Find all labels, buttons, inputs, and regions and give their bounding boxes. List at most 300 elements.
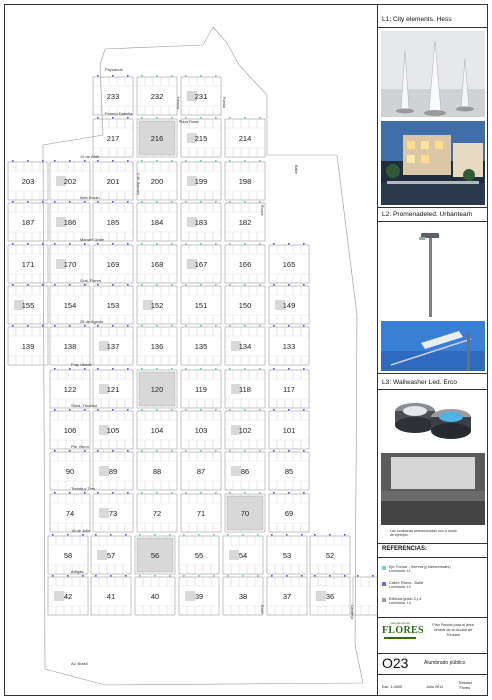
block-number: 233	[106, 92, 120, 101]
light-marker	[141, 368, 143, 370]
light-marker	[215, 492, 217, 494]
light-marker	[156, 201, 158, 203]
light-marker	[244, 450, 246, 452]
street-label: Stma. Trinidad	[71, 403, 97, 408]
light-marker	[112, 492, 114, 494]
light-marker	[112, 409, 114, 411]
light-marker	[229, 284, 231, 286]
block-number: 85	[284, 467, 294, 476]
light-marker	[84, 492, 86, 494]
light-marker	[213, 534, 215, 536]
block-number: 203	[21, 177, 35, 186]
light-marker	[12, 284, 14, 286]
light-marker	[171, 75, 173, 77]
block-number: 138	[63, 342, 77, 351]
l3-photo-wallwashers	[381, 393, 485, 449]
block-number: 119	[195, 385, 207, 394]
light-marker	[97, 160, 99, 162]
light-marker	[69, 450, 71, 452]
light-marker	[156, 325, 158, 327]
block-number: 118	[239, 385, 251, 394]
light-marker	[198, 575, 200, 577]
light-marker	[141, 201, 143, 203]
light-marker	[156, 117, 158, 119]
light-marker	[112, 243, 114, 245]
block-number: 133	[282, 342, 296, 351]
street-label: 19 de Abril	[80, 154, 99, 159]
block-number: 37	[282, 592, 292, 601]
light-marker	[288, 368, 290, 370]
block-number: 70	[240, 509, 250, 518]
block-number: 155	[21, 301, 35, 310]
light-marker	[273, 284, 275, 286]
block-number: 101	[282, 426, 296, 435]
light-marker	[227, 534, 229, 536]
project-title: Plan Parcial para el área central de la ciudad de Trinidad	[432, 623, 474, 637]
light-marker	[127, 117, 129, 119]
light-marker	[200, 492, 202, 494]
light-marker	[200, 243, 202, 245]
light-marker	[185, 450, 187, 452]
light-marker	[198, 534, 200, 536]
light-marker	[259, 243, 261, 245]
light-marker	[200, 201, 202, 203]
street-label: Fermín Dabelia	[105, 111, 133, 116]
light-marker	[27, 160, 29, 162]
street-label: Plaza Flores	[179, 120, 199, 124]
light-marker	[12, 243, 14, 245]
light-marker	[97, 75, 99, 77]
block-number: 36	[325, 592, 335, 601]
light-marker	[273, 492, 275, 494]
light-marker	[84, 409, 86, 411]
light-marker	[171, 492, 173, 494]
light-marker	[372, 575, 374, 577]
light-marker	[141, 284, 143, 286]
block-number: 54	[238, 551, 248, 560]
l2-swatch	[382, 582, 386, 586]
light-marker	[141, 75, 143, 77]
light-marker	[84, 368, 86, 370]
street-label: Lavalleja	[350, 605, 354, 620]
light-marker	[156, 75, 158, 77]
block-number: 214	[238, 134, 252, 143]
light-marker	[112, 450, 114, 452]
light-marker	[127, 75, 129, 77]
light-marker	[185, 201, 187, 203]
light-marker	[112, 325, 114, 327]
light-marker	[303, 325, 305, 327]
light-marker	[229, 160, 231, 162]
block-number: 53	[282, 551, 292, 560]
light-marker	[244, 243, 246, 245]
light-marker	[215, 243, 217, 245]
light-marker	[329, 575, 331, 577]
light-marker	[84, 160, 86, 162]
light-marker	[84, 243, 86, 245]
light-marker	[27, 243, 29, 245]
light-marker	[213, 575, 215, 577]
light-marker	[185, 368, 187, 370]
block-number: 200	[150, 177, 164, 186]
light-marker	[185, 409, 187, 411]
light-marker	[127, 243, 129, 245]
light-marker	[110, 534, 112, 536]
light-marker	[69, 160, 71, 162]
light-marker	[288, 325, 290, 327]
light-marker	[82, 534, 84, 536]
light-marker	[303, 243, 305, 245]
light-marker	[215, 75, 217, 77]
light-marker	[156, 492, 158, 494]
light-marker	[244, 117, 246, 119]
light-marker	[259, 117, 261, 119]
block-number: 41	[106, 592, 116, 601]
light-marker	[185, 325, 187, 327]
luminaire-note: Las luminarias seleccionadas son a modo de ejemplo.	[390, 529, 457, 538]
light-marker	[200, 284, 202, 286]
light-marker	[200, 450, 202, 452]
block-number: 105	[106, 426, 120, 435]
light-marker	[95, 575, 97, 577]
light-marker	[242, 575, 244, 577]
light-marker	[229, 117, 231, 119]
block-number: 151	[194, 301, 208, 310]
light-marker	[259, 492, 261, 494]
street-label: Artigas	[71, 569, 84, 574]
block-number: 153	[106, 301, 120, 310]
light-marker	[171, 325, 173, 327]
light-marker	[303, 492, 305, 494]
block-number: 72	[152, 509, 162, 518]
light-marker	[215, 201, 217, 203]
l3-swatch	[382, 598, 386, 602]
street-label: C.M. Ramirez	[136, 173, 140, 195]
l1-photo-street	[381, 121, 485, 205]
light-marker	[288, 243, 290, 245]
block-number: 183	[194, 218, 208, 227]
block-number: 73	[108, 509, 118, 518]
light-marker	[156, 284, 158, 286]
light-marker	[185, 492, 187, 494]
block-number: 38	[238, 592, 248, 601]
light-marker	[286, 575, 288, 577]
light-marker	[329, 534, 331, 536]
flores-logo: Intendencia de FLORES	[382, 621, 418, 651]
street-label: Rivera	[260, 205, 264, 216]
light-marker	[127, 368, 129, 370]
light-marker	[141, 325, 143, 327]
light-marker	[273, 243, 275, 245]
light-marker	[54, 284, 56, 286]
light-marker	[244, 368, 246, 370]
block-number: 40	[150, 592, 160, 601]
light-marker	[69, 243, 71, 245]
light-marker	[244, 409, 246, 411]
light-marker	[301, 534, 303, 536]
light-marker	[69, 409, 71, 411]
light-marker	[156, 409, 158, 411]
block-number: 56	[150, 551, 160, 560]
block-number: 232	[150, 92, 164, 101]
light-marker	[215, 284, 217, 286]
light-marker	[344, 534, 346, 536]
street-label: 25 de Agosto	[80, 319, 104, 324]
block-number: 184	[150, 218, 164, 227]
light-marker	[185, 75, 187, 77]
light-marker	[127, 492, 129, 494]
block-number: 137	[106, 342, 120, 351]
block-number: 117	[283, 385, 295, 394]
light-marker	[244, 325, 246, 327]
light-marker	[112, 160, 114, 162]
light-marker	[171, 409, 173, 411]
light-marker	[229, 325, 231, 327]
block-number: 122	[63, 385, 77, 394]
light-marker	[52, 534, 54, 536]
block-number: 199	[194, 177, 208, 186]
block-number: 215	[194, 134, 208, 143]
light-marker	[259, 160, 261, 162]
street-label: Inés Durán	[80, 195, 100, 200]
light-marker	[242, 534, 244, 536]
light-marker	[141, 117, 143, 119]
light-marker	[257, 575, 259, 577]
block-number: 202	[63, 177, 77, 186]
light-marker	[271, 575, 273, 577]
light-marker	[259, 409, 261, 411]
light-marker	[69, 201, 71, 203]
block-number: 216	[150, 134, 164, 143]
light-marker	[244, 492, 246, 494]
street-label: Pte. Berro	[71, 444, 90, 449]
light-marker	[185, 243, 187, 245]
light-marker	[259, 284, 261, 286]
light-marker	[97, 201, 99, 203]
light-marker	[171, 201, 173, 203]
light-marker	[286, 534, 288, 536]
light-marker	[271, 534, 273, 536]
block-number: 187	[21, 218, 35, 227]
light-marker	[314, 575, 316, 577]
light-marker	[69, 368, 71, 370]
block-number: 106	[63, 426, 77, 435]
block-number: 55	[194, 551, 204, 560]
block-number: 103	[194, 426, 208, 435]
light-marker	[200, 160, 202, 162]
light-marker	[54, 325, 56, 327]
light-marker	[200, 409, 202, 411]
light-marker	[303, 368, 305, 370]
l1-swatch	[382, 566, 386, 570]
light-marker	[229, 492, 231, 494]
light-marker	[54, 243, 56, 245]
light-marker	[185, 160, 187, 162]
city-map	[5, 5, 377, 695]
block-number: 120	[150, 385, 164, 394]
light-marker	[54, 409, 56, 411]
light-marker	[183, 534, 185, 536]
light-marker	[273, 368, 275, 370]
light-marker	[244, 160, 246, 162]
street-label: Manuel Oribe	[80, 237, 105, 242]
light-marker	[288, 409, 290, 411]
light-marker	[141, 243, 143, 245]
light-marker	[215, 450, 217, 452]
light-marker	[67, 575, 69, 577]
light-marker	[112, 284, 114, 286]
light-marker	[97, 325, 99, 327]
light-marker	[12, 160, 14, 162]
light-marker	[171, 368, 173, 370]
light-marker	[97, 243, 99, 245]
block-number: 150	[238, 301, 252, 310]
light-marker	[127, 284, 129, 286]
street-label: Gral. Flores	[80, 278, 101, 283]
light-marker	[171, 117, 173, 119]
block-number: 134	[238, 342, 252, 351]
light-marker	[156, 243, 158, 245]
block-number: 39	[194, 592, 204, 601]
light-marker	[215, 368, 217, 370]
light-marker	[69, 492, 71, 494]
street-label: Herrera	[176, 97, 180, 110]
light-marker	[301, 575, 303, 577]
light-marker	[227, 575, 229, 577]
block-number: 152	[150, 301, 164, 310]
light-marker	[54, 201, 56, 203]
light-marker	[12, 201, 14, 203]
light-marker	[259, 368, 261, 370]
light-marker	[127, 160, 129, 162]
block-number: 198	[238, 177, 252, 186]
light-marker	[257, 534, 259, 536]
light-marker	[273, 450, 275, 452]
street-label: Fondar	[222, 97, 226, 109]
street-label: Rodó	[260, 605, 264, 614]
block-number: 89	[108, 467, 118, 476]
light-marker	[84, 325, 86, 327]
references-heading: REFERENCIAS:	[382, 546, 428, 552]
light-marker	[97, 409, 99, 411]
block-number: 86	[240, 467, 250, 476]
block-number: 52	[325, 551, 335, 560]
light-marker	[97, 117, 99, 119]
light-marker	[127, 409, 129, 411]
block-number: 186	[63, 218, 77, 227]
light-marker	[200, 75, 202, 77]
light-marker	[97, 368, 99, 370]
light-marker	[215, 325, 217, 327]
l3-photo-wall	[381, 453, 485, 525]
light-marker	[125, 534, 127, 536]
light-marker	[344, 575, 346, 577]
block-number: 165	[282, 260, 296, 269]
light-marker	[141, 492, 143, 494]
light-marker	[125, 575, 127, 577]
block-undefined	[353, 577, 377, 615]
legend-panel: L1: City elements. Hess L2: Promenadeled. Urbanteam L3: Wallwasher Led. Erco Las luminarias seleccionadas son a modo de ejemplo. REFERENCIAS: Eje: Fondar - Herrera (y transversales) Luminaria: L1 Calles: Rivera - Batlle Luminaria: L2 Edificios grado 3 y 4 Luminaria: L3 Intendencia de FLORES Plan Parcial para el área central de la ciudad de Trinidad O23 Alumbrado público Esc: 1:4000 Julio 2012 Trinidad Flores	[377, 5, 487, 695]
street-label: Av. Brasil	[71, 661, 88, 666]
light-marker	[42, 243, 44, 245]
street-label: Batlle	[294, 165, 298, 174]
light-marker	[244, 201, 246, 203]
light-marker	[171, 450, 173, 452]
light-marker	[185, 117, 187, 119]
light-marker	[84, 201, 86, 203]
block-number: 166	[238, 260, 252, 269]
light-marker	[229, 368, 231, 370]
block-number: 74	[65, 509, 75, 518]
light-marker	[139, 534, 141, 536]
light-marker	[54, 492, 56, 494]
light-marker	[97, 492, 99, 494]
light-marker	[303, 450, 305, 452]
light-marker	[288, 492, 290, 494]
block-number: 88	[152, 467, 162, 476]
light-marker	[112, 368, 114, 370]
light-marker	[54, 368, 56, 370]
light-marker	[27, 325, 29, 327]
light-marker	[171, 284, 173, 286]
light-marker	[12, 325, 14, 327]
block-number: 57	[106, 551, 116, 560]
block-number: 154	[63, 301, 77, 310]
light-marker	[141, 409, 143, 411]
light-marker	[82, 575, 84, 577]
l2-photo-fixture	[381, 225, 485, 317]
light-marker	[42, 325, 44, 327]
light-marker	[215, 117, 217, 119]
light-marker	[185, 284, 187, 286]
light-marker	[169, 575, 171, 577]
light-marker	[288, 284, 290, 286]
block-number: 58	[63, 551, 73, 560]
light-marker	[215, 160, 217, 162]
sheet-date: Julio 2012	[426, 685, 444, 689]
light-marker	[69, 325, 71, 327]
sheet-place: Trinidad Flores	[458, 681, 472, 690]
light-marker	[156, 368, 158, 370]
light-marker	[288, 450, 290, 452]
light-marker	[141, 450, 143, 452]
light-marker	[244, 284, 246, 286]
l1-photo-poles	[381, 31, 485, 117]
light-marker	[52, 575, 54, 577]
light-marker	[54, 450, 56, 452]
light-marker	[69, 284, 71, 286]
block-number: 102	[238, 426, 252, 435]
l3-title: L3: Wallwasher Led. Erco	[382, 379, 457, 386]
light-marker	[259, 325, 261, 327]
light-marker	[84, 450, 86, 452]
block-number: 201	[106, 177, 120, 186]
light-marker	[259, 450, 261, 452]
block-number: 42	[63, 592, 73, 601]
light-marker	[141, 160, 143, 162]
light-marker	[156, 450, 158, 452]
block-number: 171	[21, 260, 35, 269]
light-marker	[314, 534, 316, 536]
light-marker	[229, 201, 231, 203]
light-marker	[273, 409, 275, 411]
street-label: Fray Ubeda	[71, 362, 92, 367]
l2-title: L2: Promenadeled. Urbanteam	[382, 211, 473, 218]
light-marker	[357, 575, 359, 577]
light-marker	[110, 575, 112, 577]
light-marker	[127, 450, 129, 452]
block-number: 231	[194, 92, 208, 101]
